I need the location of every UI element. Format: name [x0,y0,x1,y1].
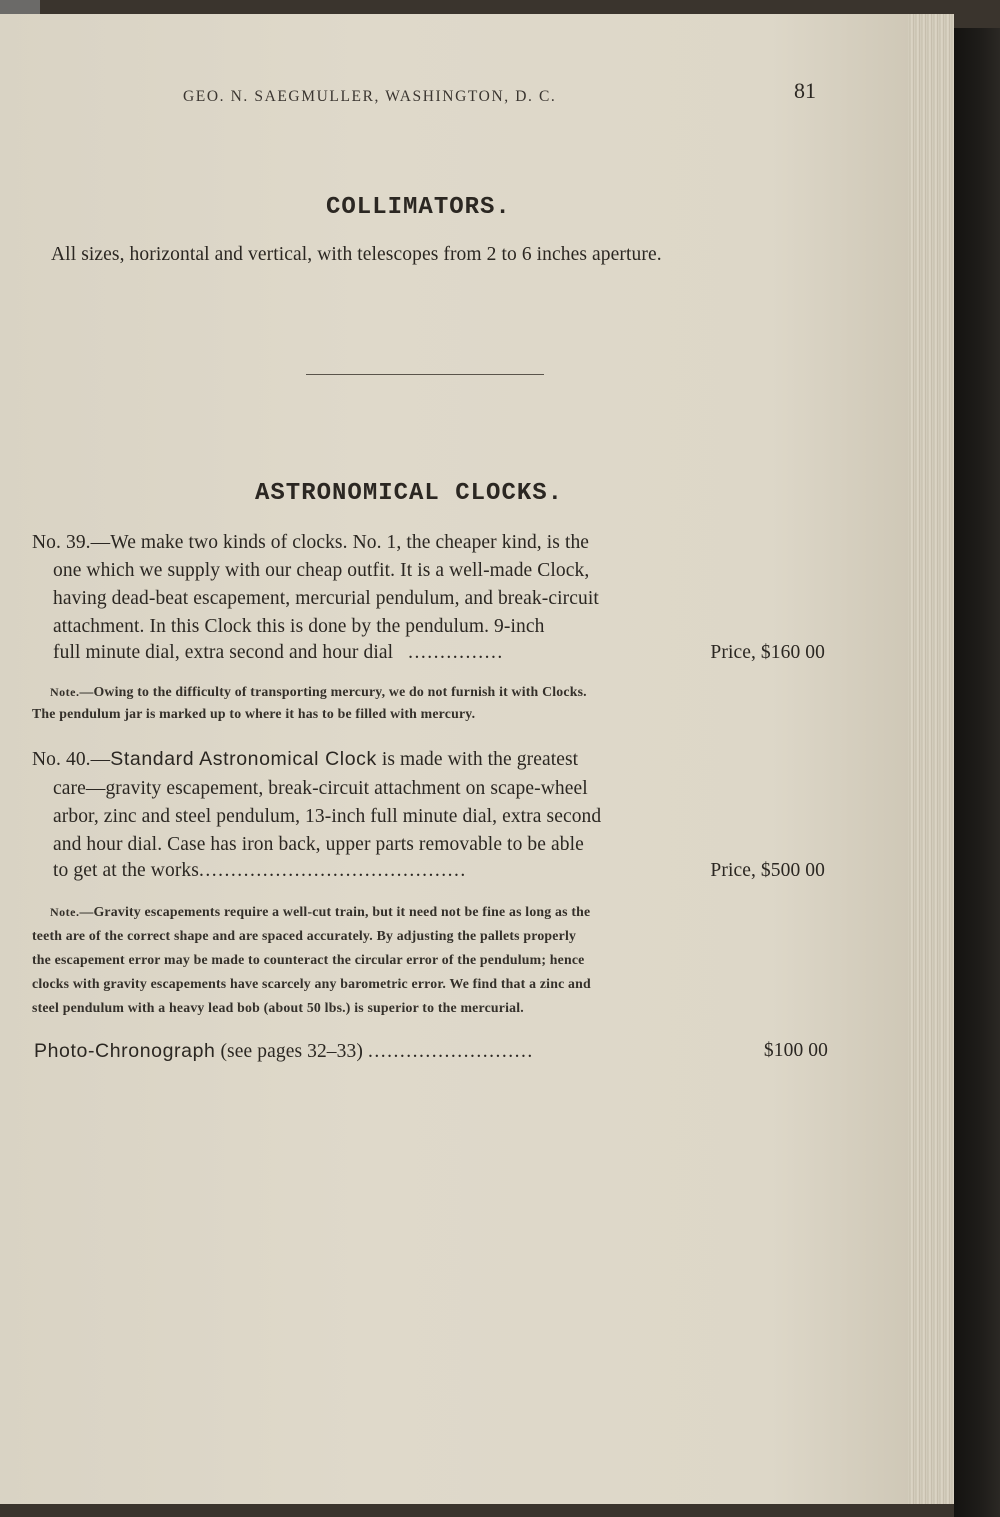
no40-line: and hour dial. Case has iron back, upper parts removable to be able [53,834,584,855]
no40-last-line: to get at the works [53,860,199,881]
note-line: Note.—Gravity escapements require a well-cut train, but it need not be fine as long as the [50,904,591,919]
no40-price: Price, $500 00 [710,860,825,881]
no40-price-line [53,860,825,882]
scan-corner [0,0,40,14]
no39-line: one which we supply with our cheap outfit. It is a well-made Clock, [53,560,590,581]
no40-line: No. 40.—Standard Astronomical Clock is made with the greatest [32,748,579,770]
no39-line: attachment. In this Clock this is done by the pendulum. 9-inch [53,616,545,637]
photo-chronograph-price: $100 00 [763,1040,828,1061]
note-label: Note. [50,685,80,699]
no40-line: care—gravity escapement, break-circuit attachment on scape-wheel [53,778,588,799]
collimators-description: All sizes, horizontal and vertical, with telescopes from 2 to 6 inches aperture. [51,244,662,265]
no40-line: arbor, zinc and steel pendulum, 13-inch full minute dial, extra second [53,806,602,827]
no40-name: Standard Astronomical Clock [110,748,377,770]
note-line: Note.—Owing to the difficulty of transporting mercury, we do not furnish it with Clocks. [50,684,587,699]
no39-line: having dead-beat escapement, mercurial pendulum, and break-circuit [53,588,599,609]
note-line: The pendulum jar is marked up to where it has to be filled with mercury. [32,706,476,721]
note-label: Note. [50,905,80,919]
book-cover-spine [954,28,1000,1517]
photo-chronograph-ref: (see pages 32–33) [220,1041,363,1062]
clocks-heading: ASTRONOMICAL CLOCKS. [255,480,564,507]
photo-chronograph-entry [34,1040,828,1063]
no39-last-line: full minute dial, extra second and hour dial [53,642,394,663]
photo-chronograph-name: Photo-Chronograph [34,1040,216,1062]
collimators-heading: COLLIMATORS. [326,194,511,221]
leader-dots: .......................... [367,1041,534,1062]
section-divider [306,374,544,375]
leader-dots: .......................................... [198,860,467,881]
note-line: steel pendulum with a heavy lead bob (about 50 lbs.) is superior to the mercurial. [32,1000,524,1015]
note-line: clocks with gravity escapements have scarcely any barometric error. We find that a zinc and [32,976,591,991]
leader-dots: ............... [408,642,504,663]
no39-price-line [53,642,825,664]
running-head: GEO. N. SAEGMULLER, WASHINGTON, D. C. [183,88,557,105]
no39-line: No. 39.—We make two kinds of clocks. No. 1, the cheaper kind, is the [32,532,590,553]
note-line: teeth are of the correct shape and are spaced accurately. By adjusting the pallets properly [32,928,577,943]
no39-price: Price, $160 00 [710,642,825,663]
page-edges [908,14,954,1504]
note-line: the escapement error may be made to counteract the circular error of the pendulum; hence [32,952,585,967]
page-number: 81 [794,78,816,103]
